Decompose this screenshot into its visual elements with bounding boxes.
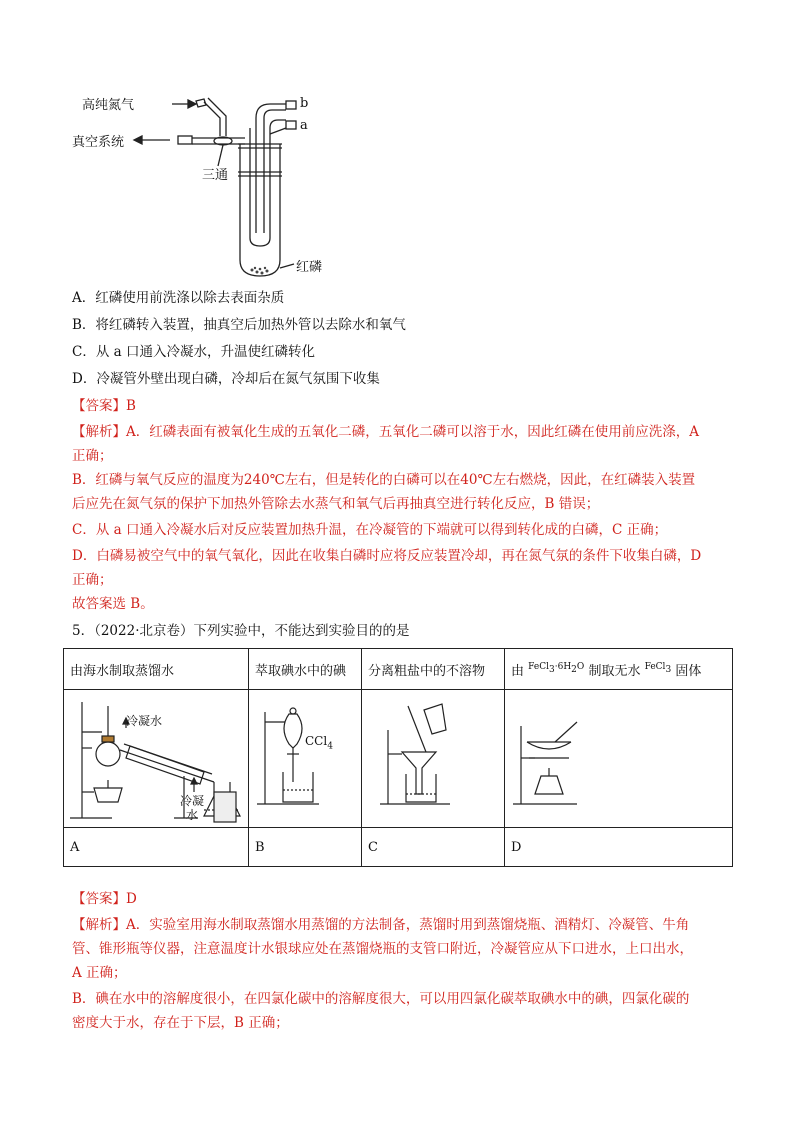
header4-sub1: 3 (549, 664, 555, 675)
analysis-1-line-1: 【解析】A．红磷表面有被氧化生成的五氧化二磷，五氧化二磷可以溶于水，因此红磷在使用前应洗涤，A (72, 424, 699, 440)
header-text-1: 由海水制取蒸馏水 (70, 663, 175, 679)
picture-cell-a (64, 690, 249, 828)
label-condenser-water-top: 冷凝水 (126, 714, 163, 728)
picture-cell-b (249, 690, 362, 828)
analysis-2-line-1: 【解析】A．实验室用海水制取蒸馏水用蒸馏的方法制备，蒸馏时用到蒸馏烧瓶、酒精灯、冷凝管、牛角 (72, 917, 690, 933)
label-red-phosphorus: 红磷 (296, 260, 323, 275)
label-condenser-water-bottom-2: 水 (186, 808, 199, 822)
option-c: C．从 a 口通入冷凝水，升温使红磷转化 (72, 344, 315, 360)
table-picture-row (64, 690, 733, 828)
header-text-2: 萃取碘水中的碘 (255, 663, 347, 679)
question-5-stem: 5．（2022·北京卷）下列实验中，不能达到实验目的的是 (72, 623, 410, 639)
analysis-1-line-5: C．从 a 口通入冷凝水后对反应装置加热升温，在冷凝管的下端就可以得到转化成的白磷，C 正确； (72, 522, 668, 538)
label-text-b: B (255, 839, 265, 855)
label-cell-b (249, 828, 362, 867)
experiment-table (63, 648, 733, 867)
header4-pre: 由 (511, 663, 525, 679)
apparatus-figure (72, 88, 380, 288)
header-cell-2 (249, 649, 362, 690)
option-b: B．将红磷转入装置，抽真空后加热外管以去除水和氧气 (72, 317, 406, 333)
header4-sub2: 2 (571, 664, 577, 675)
label-cell-a (64, 828, 249, 867)
picture-cell-c (362, 690, 505, 828)
label-cell-c (362, 828, 505, 867)
option-a: A．红磷使用前洗涤以除去表面杂质 (72, 290, 285, 306)
answer-2: 【答案】D (72, 891, 137, 907)
analysis-1-line-6: D．白磷易被空气中的氧气氧化，因此在收集白磷时应将反应装置冷却，再在氮气氛的条件下收集白磷，D (72, 548, 702, 564)
label-a: a (300, 118, 308, 133)
header4-formula2: FeCl (644, 662, 666, 673)
header4-text: 制取无水 (588, 663, 641, 679)
header-cell-3 (362, 649, 505, 690)
label-ccl4 (305, 734, 333, 751)
label-text-d: D (511, 839, 522, 855)
analysis-2-line-2: 管、锥形瓶等仪器，注意温度计水银球应处在蒸馏烧瓶的支管口附近，冷凝管应从下口进水，上口出水， (72, 941, 693, 957)
label-vacuum: 真空系统 (72, 135, 125, 150)
answer-1: 【答案】B (72, 398, 136, 414)
analysis-1-line-3: B．红磷与氧气反应的温度为240℃左右，但是转化的白磷可以在40℃左右燃烧，因此，在红磷装入装置 (72, 472, 696, 488)
header4-formula1: FeCl (528, 662, 549, 673)
analysis-1-line-4: 后应先在氮气氛的保护下加热外管除去水蒸气和氧气后再抽真空进行转化反应，B 错误； (72, 496, 600, 512)
analysis-1-line-2: 正确； (72, 448, 113, 464)
analysis-2-line-5: 密度大于水，存在于下层，B 正确； (72, 1015, 289, 1031)
header-cell-1 (64, 649, 249, 690)
label-b: b (300, 96, 309, 111)
filtration-diagram (362, 690, 504, 823)
extraction-diagram (249, 692, 361, 825)
label-text-a: A (70, 839, 80, 855)
analysis-1-line-7: 正确； (72, 572, 113, 588)
table-label-row (64, 828, 733, 867)
label-nitrogen: 高纯氮气 (82, 98, 135, 113)
analysis-2-line-4: B．碘在水中的溶解度很小，在四氯化碳中的溶解度很大，可以用四氯化碳萃取碘水中的碘，四氯化碳的 (72, 991, 690, 1007)
header4-mid: ·6H (554, 662, 572, 673)
header-cell-4 (505, 649, 733, 690)
label-ccl4-sub: 4 (327, 741, 333, 752)
header4-post: 固体 (675, 663, 702, 679)
picture-cell-d (505, 690, 733, 828)
evaporation-diagram (505, 690, 731, 823)
option-d: D．冷凝管外壁出现白磷，冷却后在氮气氛围下收集 (72, 371, 380, 387)
analysis-1-line-8: 故答案选 B。 (72, 596, 154, 612)
apparatus-diagram (80, 88, 380, 288)
label-ccl4-text: CCl (305, 734, 328, 748)
label-cell-d (505, 828, 733, 867)
table-header-row (64, 649, 733, 690)
label-threeway: 三通 (202, 168, 229, 183)
analysis-2-line-3: A 正确； (72, 965, 127, 981)
header-text-3: 分离粗盐中的不溶物 (368, 663, 486, 679)
header4-o: O (576, 662, 585, 673)
header4-sub3: 3 (665, 664, 672, 675)
label-text-c: C (368, 839, 378, 855)
label-condenser-water-bottom-1: 冷凝 (180, 794, 205, 808)
